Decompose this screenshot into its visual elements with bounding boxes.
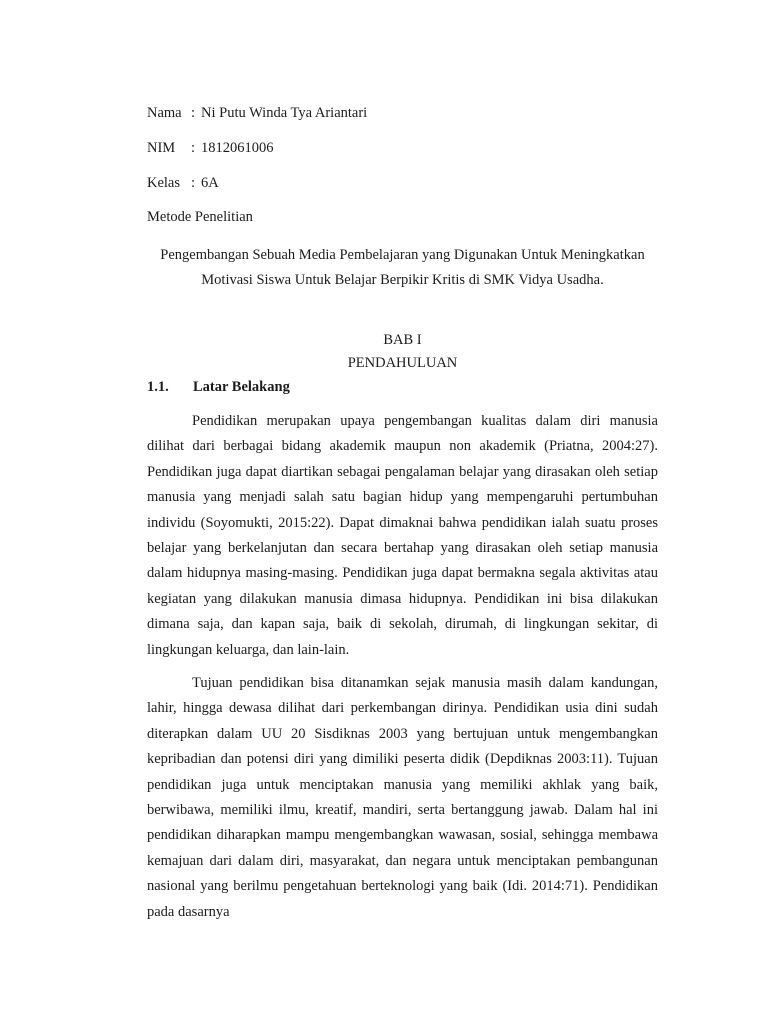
- nim-value: 1812061006: [201, 140, 274, 156]
- class-separator: :: [191, 175, 196, 191]
- paragraph-1: Pendidikan merupakan upaya pengembangan kualitas dalam diri manusia dilihat dari berbagai bidang akademik maupun non akademik (Priatna, 2004:27). Pendidikan juga dapat diartikan sebagai pengalaman belajar yang dirasakan oleh setiap manusia yang menjadi salah satu bagian hidup yang mempengaruhi pertumbuhan individu (Soyomukti, 2015:22). Dapat dimaknai bahwa pendidikan ialah suatu proses belajar yang berkelanjutan dan secara bertahap yang dirasakan oleh setiap manusia dalam hidupnya masing-masing. Pendidikan juga dapat bermakna segala aktivitas atau kegiatan yang dilakukan manusia dimasa hidupnya. Pendidikan ini bisa dilakukan dimana saja, dan kapan saja, baik di sekolah, dirumah, di lingkungan sekitar, di lingkungan keluarga, dan lain-lain.: [147, 413, 658, 658]
- chapter-title: PENDAHULUAN: [347, 355, 458, 371]
- section-title: Latar Belakang: [193, 379, 290, 395]
- research-title: Pengembangan Sebuah Media Pembelajaran yang Digunakan Untuk Meningkatkan Motivasi Siswa Untuk Belajar Berpikir Kritis di SMK Vidya Usadha.: [160, 247, 645, 288]
- name-label: Nama: [147, 105, 182, 121]
- section-heading: [147, 378, 290, 396]
- name-value: Ni Putu Winda Tya Ariantari: [201, 105, 368, 121]
- name-separator: :: [191, 105, 196, 121]
- chapter-number: BAB I: [383, 332, 422, 348]
- class-label: Kelas: [147, 175, 181, 191]
- section-number: 1.1.: [147, 379, 169, 395]
- name-row: [147, 104, 367, 122]
- class-row: [147, 174, 219, 192]
- course-name: Metode Penelitian: [147, 209, 253, 225]
- paragraph-2: Tujuan pendidikan bisa ditanamkan sejak manusia masih dalam kandungan, lahir, hingga dewasa dilihat dari perkembangan dirinya. Pendidikan usia dini sudah diterapkan dalam UU 20 Sisdiknas 2003 yang bertujuan untuk mengembangkan kepribadian dan potensi diri yang dimiliki peserta didik (Depdiknas 2003:11). Tujuan pendidikan juga untuk menciptakan manusia yang memiliki akhlak yang baik, berwibawa, memiliki ilmu, kreatif, mandiri, serta bertanggung jawab. Dalam hal ini pendidikan diharapkan mampu mengembangkan wawasan, sosial, sehingga membawa kemajuan dari dalam diri, masyarakat, dan negara untuk menciptakan pembangunan nasional yang berilmu pengetahuan berteknologi yang baik (Idi. 2014:71). Pendidikan pada dasarnya: [147, 675, 658, 920]
- nim-separator: :: [191, 140, 196, 156]
- nim-row: [147, 139, 274, 157]
- nim-label: NIM: [147, 140, 176, 156]
- class-value: 6A: [201, 175, 219, 191]
